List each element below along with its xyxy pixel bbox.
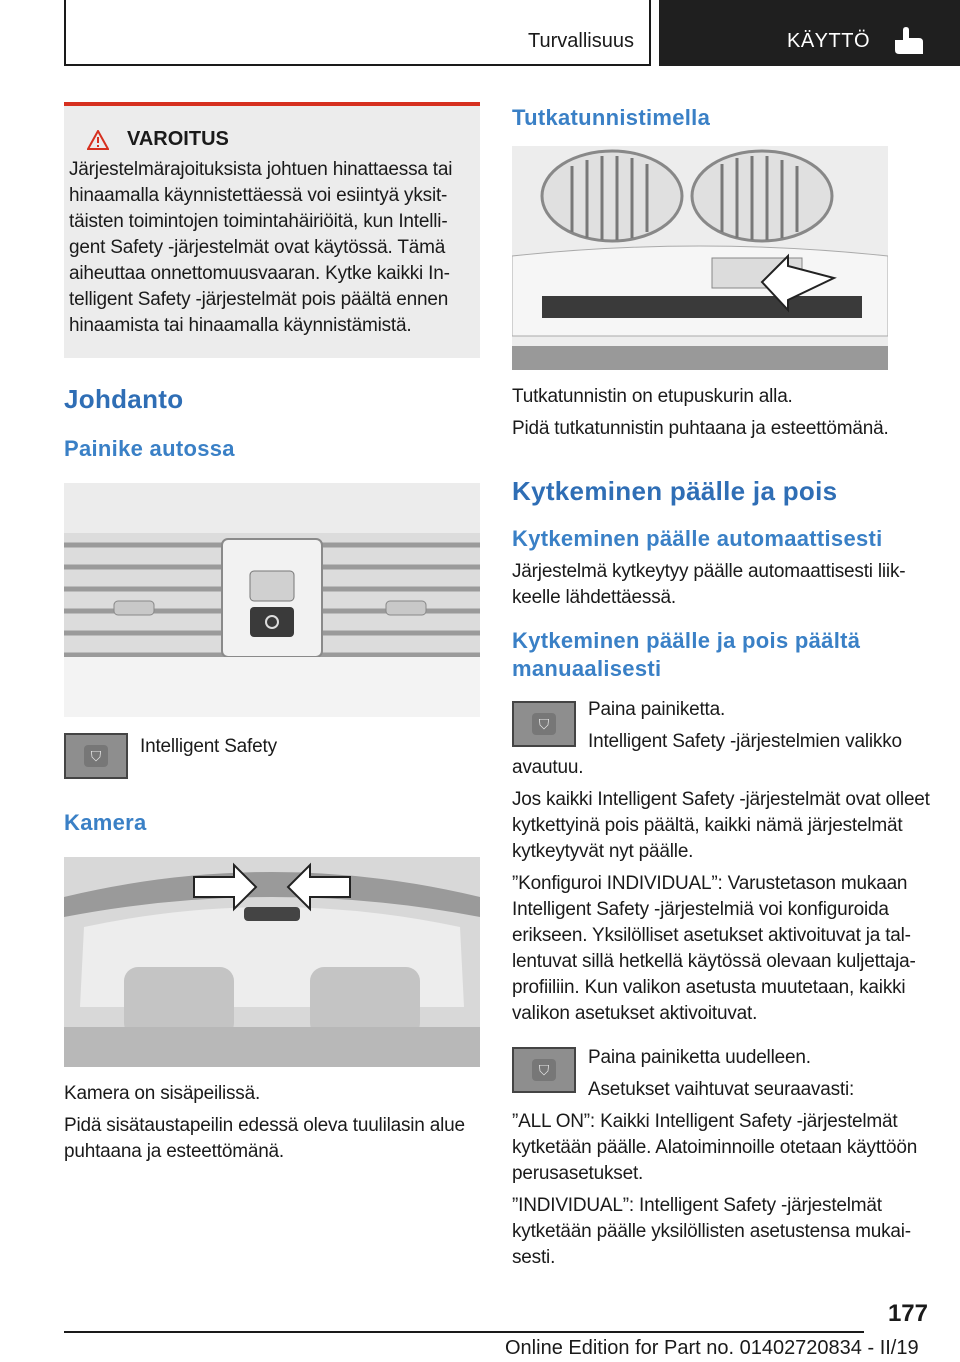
right-column xyxy=(512,102,932,1271)
radar-paragraph-1: Tutkatunnistin on etupuskurin alla. xyxy=(512,386,793,407)
step-1-result: Intelligent Safety -järjestelmien valikko avautuu. xyxy=(512,731,902,778)
individual-paragraph: ”INDIVIDUAL”: Intelligent Safety -järjestelmät kytketään päälle yksilöllisten asetustensa mukaisesti. xyxy=(512,1195,912,1268)
car-safety-icon: ⛉ xyxy=(84,745,108,767)
camera-paragraph-2: Pidä sisätaustapeilin edessä oleva tuulilasin alue puhtaana ja esteettömänä. xyxy=(64,1115,465,1162)
car-safety-icon: ⛉ xyxy=(532,713,556,735)
configure-paragraph: ”Konfiguroi INDIVIDUAL”: Varustetason mukaan Intelligent Safety -järjestelmiä voi konfiguroida erikseen. Yksilölliset asetukset aktivoituvat ja tallentuvat sillä hetkellä käytössä olevaan kuljettajaprofiiliin. Kun valikon asetusta muutetaan, kaikki valikon asetukset aktivoituvat. xyxy=(512,873,916,1024)
footer-rule xyxy=(64,1331,864,1333)
header-border-left xyxy=(64,0,66,66)
step-1 xyxy=(512,697,932,781)
header-section-title: Turvallisuus xyxy=(528,30,634,52)
step-2-result: Asetukset vaihtuvat seuraavasti: xyxy=(588,1079,855,1100)
button-legend xyxy=(64,733,480,779)
radar-paragraph-2: Pidä tutkatunnistin puhtaana ja esteettömänä. xyxy=(512,418,889,439)
step-2 xyxy=(512,1045,932,1103)
warning-title-text: VAROITUS xyxy=(127,128,229,150)
header-border-right xyxy=(649,0,651,66)
hand-pointer-icon xyxy=(891,26,925,56)
header-rule xyxy=(64,64,651,66)
radar-image xyxy=(512,146,888,370)
chapter-tab-label: KÄYTTÖ xyxy=(787,30,871,52)
button-heading: Painike autossa xyxy=(64,436,235,461)
camera-paragraph-1: Kamera on sisäpeilissä. xyxy=(64,1083,261,1104)
auto-heading: Kytkeminen päälle automaattisesti xyxy=(512,526,883,551)
warning-triangle-icon xyxy=(87,130,109,150)
button-label: Intelligent Safety xyxy=(140,736,277,757)
intelligent-safety-button-image xyxy=(64,733,128,779)
all-off-paragraph: Jos kaikki Intelligent Safety -järjestelmät ovat olleet kytkettyinä pois päältä, kaikki nämä järjestelmät kytkeytyvät nyt päälle. xyxy=(512,789,930,862)
intro-heading: Johdanto xyxy=(64,384,184,414)
air-vent-illustration xyxy=(64,483,480,717)
warning-body: Järjestelmärajoituksista johtuen hinattaessa tai hinaamalla käynnistettäessä voi esiintyä yksittäisten toimintojen toimintahäiriöitä, kun Intelligent Safety -järjestelmät ovat käytössä. Tämä aiheuttaa onnettomuusvaaran. Kytke kaikki Intelligent Safety -järjestelmät pois päältä ennen hinaamista tai hinaamalla käynnistämistä. xyxy=(69,159,453,336)
radar-heading: Tutkatunnistimella xyxy=(512,105,711,130)
camera-image xyxy=(64,857,480,1067)
onoff-heading: Kytkeminen päälle ja pois xyxy=(512,476,838,506)
step-1-button-image xyxy=(512,701,576,747)
warning-box xyxy=(64,102,480,358)
button-in-car-image xyxy=(64,483,480,717)
front-bumper-illustration xyxy=(512,146,888,370)
step-2-instruction: Paina painiketta uudelleen. xyxy=(588,1047,811,1068)
windshield-illustration xyxy=(64,857,480,1067)
auto-paragraph: Järjestelmä kytkeytyy päälle automaattisesti liikkeelle lähdettäessä. xyxy=(512,561,906,608)
all-on-paragraph: ”ALL ON”: Kaikki Intelligent Safety -järjestelmät kytketään päälle. Alatoiminnoille otetaan käyttöön perusasetukset. xyxy=(512,1111,918,1184)
left-column xyxy=(64,102,480,1165)
footer-edition: Online Edition for Part no. 01402720834 - II/19 xyxy=(505,1337,919,1359)
warning-title xyxy=(87,128,472,151)
manual-heading: Kytkeminen päälle ja pois päältä manuaalisesti xyxy=(512,628,861,681)
page-number: 177 xyxy=(887,1300,928,1327)
header-chapter-tab[interactable] xyxy=(659,0,960,66)
car-safety-icon: ⛉ xyxy=(532,1059,556,1081)
camera-heading: Kamera xyxy=(64,810,147,835)
step-2-button-image xyxy=(512,1047,576,1093)
step-1-instruction: Paina painiketta. xyxy=(588,699,726,720)
